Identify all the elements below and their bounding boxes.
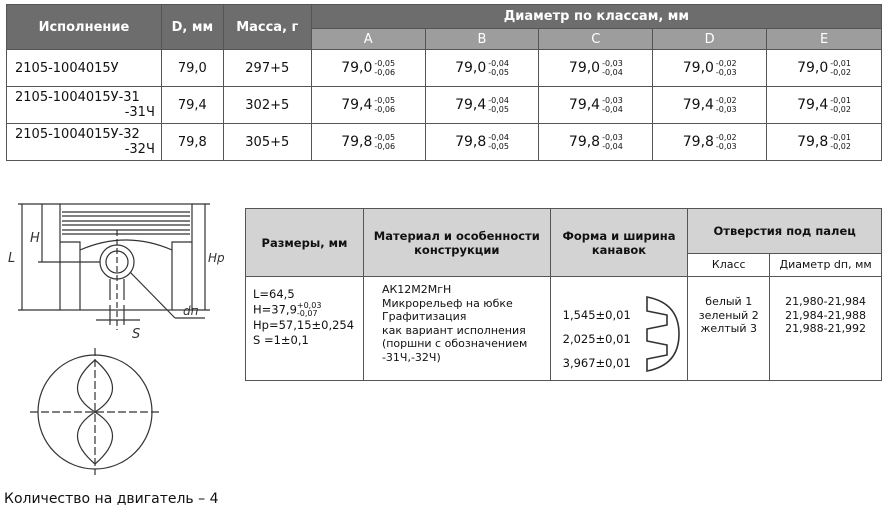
class-diameter-cell: 79,8 -0,03 -0,04 <box>539 124 653 161</box>
class-diameter-cell: 79,0 -0,04 -0,05 <box>425 50 539 87</box>
label-S: S <box>132 327 141 342</box>
material-cell <box>363 277 550 381</box>
header-class-e: E <box>767 29 882 50</box>
table-row <box>7 87 882 124</box>
hole-class-cell <box>688 277 770 381</box>
material-line: (поршни с обозначением <box>381 337 528 350</box>
class-diameter-cell: 79,4 -0,02 -0,03 <box>653 87 767 124</box>
label-L: L <box>8 251 16 266</box>
table-row <box>7 50 882 87</box>
size-L: L=64,5 <box>253 287 295 301</box>
groove-width: 2,025±0,01 <box>562 332 631 346</box>
groove-profile-icon <box>643 293 683 375</box>
d-cell: 79,4 <box>161 87 223 124</box>
size-S: S =1±0,1 <box>253 333 309 347</box>
diameter-classes-table <box>6 4 882 161</box>
header-class-a: A <box>311 29 425 50</box>
hole-class: зеленый 2 <box>698 308 759 322</box>
mass-cell: 305+5 <box>223 124 311 161</box>
piston-drawing <box>0 190 235 485</box>
header-mass: Масса, г <box>223 5 311 50</box>
material-line: Графитизация <box>381 310 467 323</box>
grooves-cell <box>550 277 688 381</box>
class-diameter-cell: 79,8 -0,02 -0,03 <box>653 124 767 161</box>
table-row <box>7 124 882 161</box>
hole-diameter: 21,980-21,984 <box>785 295 867 308</box>
hole-class: белый 1 <box>705 295 753 308</box>
material-line: АК12М2МгН <box>381 283 452 296</box>
header-class-b: B <box>425 29 539 50</box>
material-line: -31Ч,-32Ч) <box>381 350 441 364</box>
version-cell: 2105-1004015У-31 -31Ч <box>7 87 162 124</box>
subheader-class: Класс <box>688 254 770 277</box>
class-diameter-cell: 79,0 -0,01 -0,02 <box>767 50 882 87</box>
header-version: Исполнение <box>7 5 162 50</box>
material-line: как вариант исполнения <box>381 323 526 337</box>
class-diameter-cell: 79,8 -0,04 -0,05 <box>425 124 539 161</box>
sizes-cell <box>246 277 364 381</box>
hole-class: желтый 3 <box>700 322 757 335</box>
label-dn: dп <box>183 304 199 318</box>
class-diameter-cell: 79,8 -0,05 -0,06 <box>311 124 425 161</box>
header-material: Материал и особенности конструкции <box>363 209 550 277</box>
piston-specs-table <box>245 208 882 381</box>
class-diameter-cell: 79,0 -0,03 -0,04 <box>539 50 653 87</box>
material-line: Микрорельеф на юбке <box>381 296 513 310</box>
class-diameter-cell: 79,8 -0,01 -0,02 <box>767 124 882 161</box>
header-class-d: D <box>653 29 767 50</box>
header-pin-holes: Отверстия под палец <box>688 209 882 254</box>
header-sizes: Размеры, мм <box>246 209 364 277</box>
class-diameter-cell: 79,4 -0,01 -0,02 <box>767 87 882 124</box>
label-Hp: Hp <box>208 251 225 265</box>
label-H: H <box>30 231 40 246</box>
class-diameter-cell: 79,0 -0,02 -0,03 <box>653 50 767 87</box>
groove-width: 1,545±0,01 <box>562 308 631 322</box>
size-H: H=37,9 +0,03 -0,07 <box>253 301 322 318</box>
class-diameter-cell: 79,0 -0,05 -0,06 <box>311 50 425 87</box>
mass-cell: 302+5 <box>223 87 311 124</box>
class-diameter-cell: 79,4 -0,03 -0,04 <box>539 87 653 124</box>
header-diameter-group: Диаметр по классам, мм <box>311 5 881 29</box>
d-cell: 79,8 <box>161 124 223 161</box>
mass-cell: 297+5 <box>223 50 311 87</box>
hole-diameter: 21,988-21,992 <box>785 322 867 335</box>
version-cell: 2105-1004015У-32 -32Ч <box>7 124 162 161</box>
header-grooves: Форма и ширина канавок <box>550 209 688 277</box>
quantity-note: Количество на двигатель – 4 <box>4 491 219 507</box>
size-Hp: Hp=57,15±0,254 <box>253 318 355 332</box>
header-class-c: C <box>539 29 653 50</box>
class-diameter-cell: 79,4 -0,05 -0,06 <box>311 87 425 124</box>
d-cell: 79,0 <box>161 50 223 87</box>
hole-diameter-cell <box>770 277 882 381</box>
subheader-diameter: Диаметр dп, мм <box>770 254 882 277</box>
version-cell: 2105-1004015У <box>7 50 162 87</box>
class-diameter-cell: 79,4 -0,04 -0,05 <box>425 87 539 124</box>
groove-width: 3,967±0,01 <box>562 356 631 370</box>
header-d: D, мм <box>161 5 223 50</box>
hole-diameter: 21,984-21,988 <box>785 308 867 322</box>
